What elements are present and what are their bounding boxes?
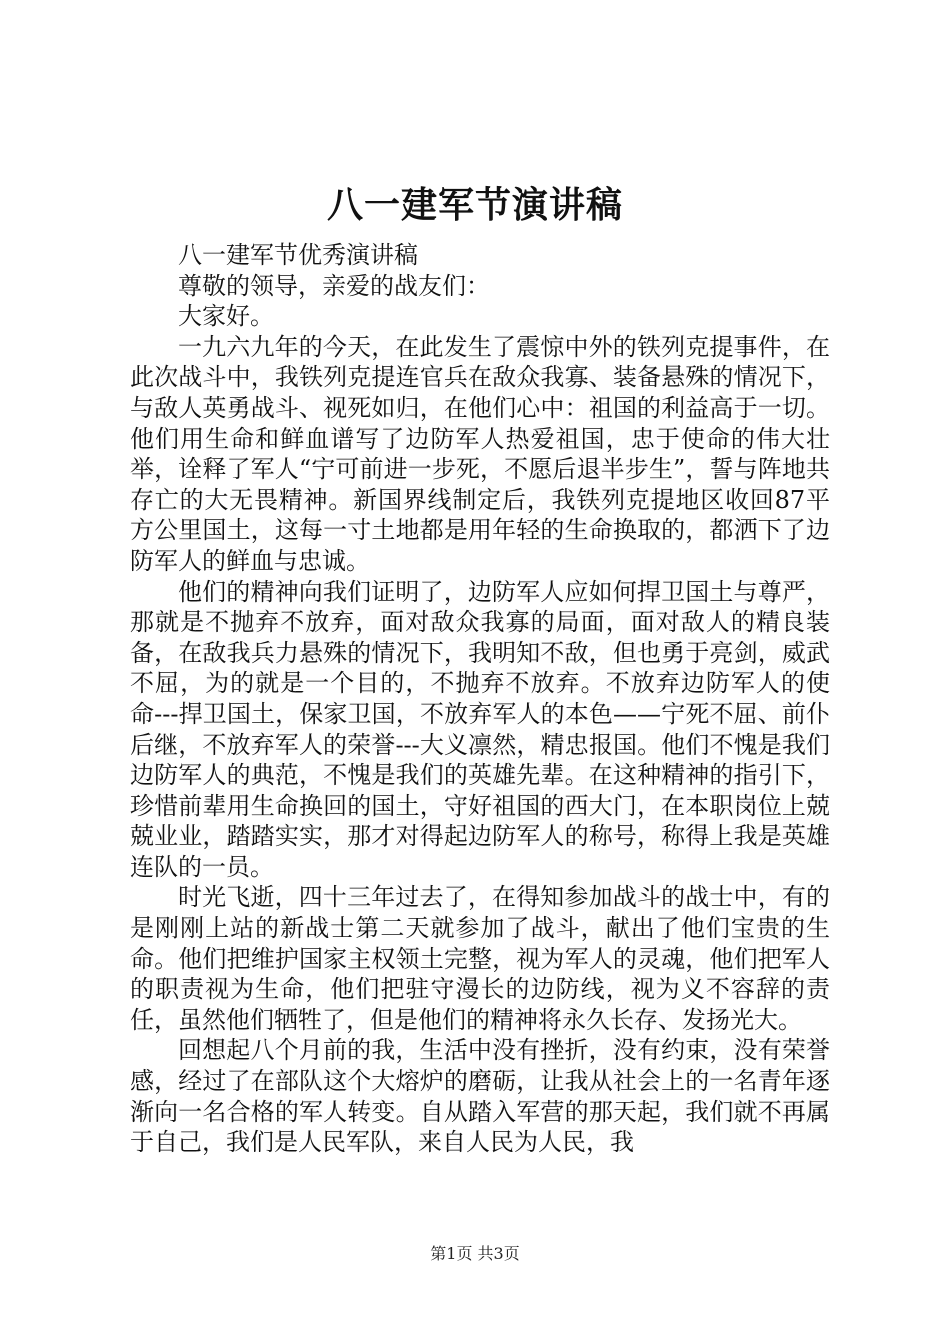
paragraph-greeting: 大家好。	[178, 302, 274, 331]
page-number-footer: 第1页 共3页	[430, 1244, 520, 1263]
paragraph-body: 一九六九年的今天，在此发生了震惊中外的铁列克提事件，在此次战斗中，我铁列克提连官兵在敌众我寡、装备悬殊的情况下，与敌人英勇战斗、视死如归，在他们心中：祖国的利益高于一切。他们用生命和鲜血谱写了边防军人热爱祖国，忠于使命的伟大壮举，诠释了军人“宁可前进一步死，不愿后退半步生”，誓与阵地共存亡的大无畏精神。新国界线制定后，我铁列克提地区收回87平方公里国土，这每一寸土地都是用年轻的生命换取的，都洒下了边防军人的鲜血与忠诚。	[130, 332, 830, 575]
paragraph-body: 回想起八个月前的我，生活中没有挫折，没有约束，没有荣誉感，经过了在部队这个大熔炉的磨砺，让我从社会上的一名青年逐渐向一名合格的军人转变。自从踏入军营的那天起，我们就不再属于自己，我们是人民军队，来自人民为人民，我	[130, 1036, 830, 1157]
document-body	[130, 240, 830, 1158]
document-title: 八一建军节演讲稿	[326, 184, 623, 226]
paragraph-subtitle: 八一建军节优秀演讲稿	[178, 241, 418, 269]
paragraph-body: 他们的精神向我们证明了，边防军人应如何捍卫国土与尊严，那就是不抛弃不放弃，面对敌众我寡的局面，面对敌人的精良装备，在敌我兵力悬殊的情况下，我明知不敌，但也勇于亮剑，威武不屈，为的就是一个目的，不抛弃不放弃。不放弃边防军人的使命---捍卫国土，保家卫国，不放弃军人的本色——宁死不屈、前仆后继，不放弃军人的荣誉---大义凛然，精忠报国。他们不愧是我们边防军人的典范，不愧是我们的英雄先辈。在这种精神的指引下，珍惜前辈用生命换回的国土，守好祖国的西大门，在本职岗位上兢兢业业，踏踏实实，那才对得起边防军人的称号，称得上我是英雄连队的一员。	[130, 577, 830, 881]
paragraph-body: 时光飞逝，四十三年过去了，在得知参加战斗的战士中，有的是刚刚上站的新战士第二天就参加了战斗，献出了他们宝贵的生命。他们把维护国家主权领土完整，视为军人的灵魂，他们把军人的职责视为生命，他们把驻守漫长的边防线，视为义不容辞的责任，虽然他们牺牲了，但是他们的精神将永久长存、发扬光大。	[130, 883, 830, 1034]
paragraph-salutation: 尊敬的领导，亲爱的战友们：	[178, 271, 490, 300]
